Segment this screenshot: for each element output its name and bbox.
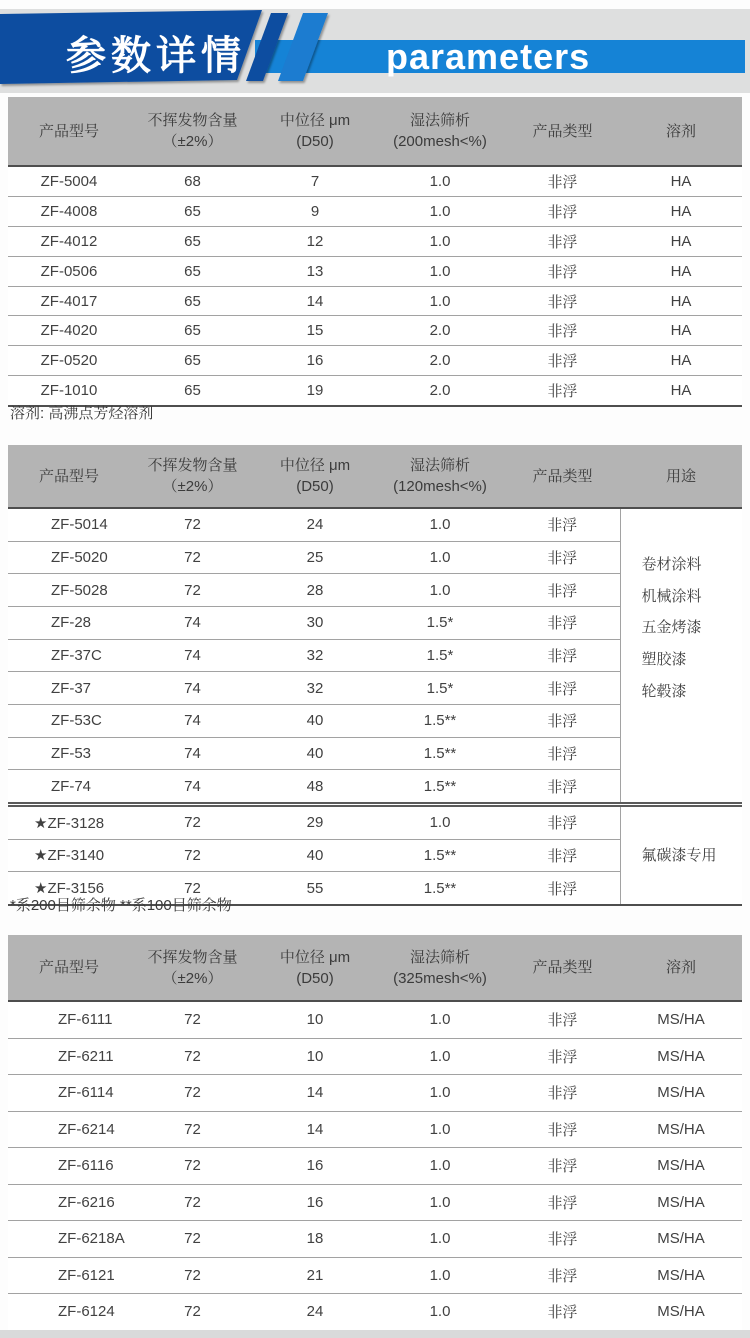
cell: ZF-6124	[8, 1294, 130, 1331]
cell: 68	[130, 166, 255, 196]
cell: 1.5**	[375, 737, 505, 770]
cell: MS/HA	[620, 1294, 742, 1331]
cell: 65	[130, 226, 255, 256]
cell: 28	[255, 574, 375, 607]
cell: 74	[130, 672, 255, 705]
column-header: 产品型号	[8, 935, 130, 1001]
column-header: 用途	[620, 445, 742, 508]
cell: 非浮	[505, 704, 620, 737]
cell: MS/HA	[620, 1111, 742, 1148]
cell: 非浮	[505, 839, 620, 872]
cell: 非浮	[505, 196, 620, 226]
cell: 非浮	[505, 672, 620, 705]
spec-table-msha-solvent	[8, 935, 742, 1332]
usage-merged-cell: 氟碳漆专用	[620, 804, 742, 904]
table-header-row	[8, 97, 742, 166]
table-row	[8, 1184, 742, 1221]
cell: 2.0	[375, 346, 505, 376]
cell: 1.0	[375, 226, 505, 256]
cell: ZF-6114	[8, 1075, 130, 1112]
cell: 1.5**	[375, 770, 505, 805]
cell: 非浮	[505, 574, 620, 607]
table-row	[8, 1111, 742, 1148]
column-header: 中位径 μm (D50)	[255, 935, 375, 1001]
cell: 1.5*	[375, 672, 505, 705]
cell: 1.0	[375, 1221, 505, 1258]
column-header: 产品类型	[505, 935, 620, 1001]
cell: 1.0	[375, 574, 505, 607]
table-row	[8, 1001, 742, 1038]
cell: 非浮	[505, 1257, 620, 1294]
cell: ZF-53C	[8, 704, 130, 737]
cell: 13	[255, 256, 375, 286]
cell: MS/HA	[620, 1184, 742, 1221]
cell: 72	[130, 1001, 255, 1038]
cell: 24	[255, 1294, 375, 1331]
cell: 1.0	[375, 286, 505, 316]
cell: ZF-6214	[8, 1111, 130, 1148]
cell: 74	[130, 704, 255, 737]
cell: 40	[255, 839, 375, 872]
cell: 非浮	[505, 1111, 620, 1148]
table-row	[8, 346, 742, 376]
cell: 30	[255, 606, 375, 639]
cell: 72	[130, 1111, 255, 1148]
cell: ZF-0520	[8, 346, 130, 376]
table-row	[8, 316, 742, 346]
cell: 32	[255, 672, 375, 705]
cell: 65	[130, 256, 255, 286]
column-header: 不挥发物含量 （±2%）	[130, 935, 255, 1001]
cell: 非浮	[505, 508, 620, 541]
cell: 非浮	[505, 316, 620, 346]
cell: ZF-6211	[8, 1038, 130, 1075]
cell: 72	[130, 1184, 255, 1221]
cell: 15	[255, 316, 375, 346]
cell: MS/HA	[620, 1075, 742, 1112]
column-header: 不挥发物含量 （±2%）	[130, 97, 255, 166]
cell: 1.0	[375, 541, 505, 574]
cell: ★ZF-3128	[8, 804, 130, 839]
cell: 1.0	[375, 166, 505, 196]
cell: 非浮	[505, 346, 620, 376]
cell: 65	[130, 376, 255, 406]
cell: 72	[130, 1257, 255, 1294]
cell: 14	[255, 286, 375, 316]
cell: MS/HA	[620, 1001, 742, 1038]
cell: 14	[255, 1075, 375, 1112]
cell: ZF-5014	[8, 508, 130, 541]
table-row	[8, 286, 742, 316]
cell: HA	[620, 226, 742, 256]
spec-table-ha-solvent	[8, 97, 742, 407]
cell: ZF-4008	[8, 196, 130, 226]
cell: 32	[255, 639, 375, 672]
cell: ZF-5004	[8, 166, 130, 196]
cell: 非浮	[505, 286, 620, 316]
cell: HA	[620, 166, 742, 196]
cell: 16	[255, 1184, 375, 1221]
cell: ZF-53	[8, 737, 130, 770]
cell: 1.5**	[375, 704, 505, 737]
table-header-row	[8, 445, 742, 508]
cell: 非浮	[505, 804, 620, 839]
cell: 74	[130, 606, 255, 639]
cell: 2.0	[375, 316, 505, 346]
column-header: 湿法筛析 (120mesh<%)	[375, 445, 505, 508]
cell: 72	[130, 1075, 255, 1112]
cell: 1.5**	[375, 839, 505, 872]
cell: 非浮	[505, 1001, 620, 1038]
table-row	[8, 804, 742, 839]
table-row	[8, 1075, 742, 1112]
table-row	[8, 1221, 742, 1258]
cell: 1.0	[375, 508, 505, 541]
cell: 非浮	[505, 872, 620, 905]
column-header: 产品类型	[505, 97, 620, 166]
cell: 65	[130, 286, 255, 316]
cell: HA	[620, 376, 742, 406]
cell: MS/HA	[620, 1038, 742, 1075]
cell: 2.0	[375, 376, 505, 406]
cell: ZF-1010	[8, 376, 130, 406]
cell: 非浮	[505, 1184, 620, 1221]
cell: MS/HA	[620, 1148, 742, 1185]
column-header: 不挥发物含量 （±2%）	[130, 445, 255, 508]
cell: 非浮	[505, 737, 620, 770]
cell: 1.0	[375, 804, 505, 839]
table-row	[8, 166, 742, 196]
column-header: 中位径 μm (D50)	[255, 445, 375, 508]
cell: 72	[130, 804, 255, 839]
cell: 1.0	[375, 1001, 505, 1038]
column-header: 中位径 μm (D50)	[255, 97, 375, 166]
cell: 1.0	[375, 196, 505, 226]
cell: 1.5**	[375, 872, 505, 905]
cell: 1.0	[375, 1294, 505, 1331]
cell: 65	[130, 346, 255, 376]
cell: 72	[130, 541, 255, 574]
table-row	[8, 1257, 742, 1294]
cell: 非浮	[505, 1294, 620, 1331]
cell: 40	[255, 737, 375, 770]
cell: 1.0	[375, 1257, 505, 1294]
column-header: 湿法筛析 (325mesh<%)	[375, 935, 505, 1001]
cell: HA	[620, 316, 742, 346]
cell: ZF-6116	[8, 1148, 130, 1185]
cell: ZF-6121	[8, 1257, 130, 1294]
cell: 24	[255, 508, 375, 541]
table-row	[8, 256, 742, 286]
cell: 非浮	[505, 1075, 620, 1112]
cell: 55	[255, 872, 375, 905]
next-section-edge	[0, 1330, 750, 1338]
table-row	[8, 508, 742, 541]
cell: 非浮	[505, 1038, 620, 1075]
cell: ZF-74	[8, 770, 130, 805]
cell: HA	[620, 286, 742, 316]
cell: 21	[255, 1257, 375, 1294]
cell: ZF-37	[8, 672, 130, 705]
cell: 1.5*	[375, 606, 505, 639]
cell: 12	[255, 226, 375, 256]
cell: 7	[255, 166, 375, 196]
section-banner	[0, 9, 750, 93]
cell: 16	[255, 1148, 375, 1185]
usage-merged-cell: 卷材涂料 机械涂料 五金烤漆 塑胶漆 轮毂漆	[620, 508, 742, 804]
cell: ★ZF-3140	[8, 839, 130, 872]
cell: 1.0	[375, 1075, 505, 1112]
cell: MS/HA	[620, 1257, 742, 1294]
column-header: 产品型号	[8, 445, 130, 508]
table-row	[8, 226, 742, 256]
cell: 非浮	[505, 226, 620, 256]
cell: 18	[255, 1221, 375, 1258]
cell: 非浮	[505, 256, 620, 286]
cell: ZF-4012	[8, 226, 130, 256]
cell: 72	[130, 1148, 255, 1185]
cell: 65	[130, 196, 255, 226]
cell: 1.0	[375, 1184, 505, 1221]
cell: 72	[130, 1038, 255, 1075]
cell: ZF-6218A	[8, 1221, 130, 1258]
cell: 25	[255, 541, 375, 574]
cell: 74	[130, 770, 255, 805]
cell: 10	[255, 1001, 375, 1038]
column-header: 产品类型	[505, 445, 620, 508]
cell: 72	[130, 508, 255, 541]
cell: 1.0	[375, 1111, 505, 1148]
cell: ZF-6111	[8, 1001, 130, 1038]
table-header-row	[8, 935, 742, 1001]
cell: 72	[130, 839, 255, 872]
column-header: 湿法筛析 (200mesh<%)	[375, 97, 505, 166]
cell: 19	[255, 376, 375, 406]
cell: 1.5*	[375, 639, 505, 672]
cell: 非浮	[505, 1148, 620, 1185]
cell: ZF-5028	[8, 574, 130, 607]
cell: 40	[255, 704, 375, 737]
column-header: 溶剂	[620, 97, 742, 166]
cell: 非浮	[505, 166, 620, 196]
cell: 非浮	[505, 541, 620, 574]
column-header: 溶剂	[620, 935, 742, 1001]
cell: ZF-28	[8, 606, 130, 639]
cell: 74	[130, 737, 255, 770]
cell: 非浮	[505, 376, 620, 406]
cell: ZF-0506	[8, 256, 130, 286]
cell: 74	[130, 639, 255, 672]
footnote-sieve-residue: *系200目筛余物 **系100目筛余物	[10, 897, 232, 914]
cell: 72	[130, 574, 255, 607]
cell: ZF-6216	[8, 1184, 130, 1221]
column-header: 产品型号	[8, 97, 130, 166]
cell: ★ZF-3156	[8, 872, 130, 905]
cell: HA	[620, 256, 742, 286]
cell: 非浮	[505, 1221, 620, 1258]
cell: 72	[130, 872, 255, 905]
footnote-solvent: 溶剂: 高沸点芳烃溶剂	[10, 405, 154, 422]
page-title-chinese: 参数详情	[66, 34, 246, 78]
spec-table-usage	[8, 445, 742, 906]
cell: HA	[620, 346, 742, 376]
cell: 16	[255, 346, 375, 376]
cell: MS/HA	[620, 1221, 742, 1258]
cell: 48	[255, 770, 375, 805]
table-row	[8, 1038, 742, 1075]
cell: ZF-4020	[8, 316, 130, 346]
table-row	[8, 1294, 742, 1331]
cell: 65	[130, 316, 255, 346]
cell: 72	[130, 1221, 255, 1258]
cell: 10	[255, 1038, 375, 1075]
page-title-english: parameters	[386, 36, 591, 77]
cell: 非浮	[505, 770, 620, 805]
cell: 9	[255, 196, 375, 226]
table-row	[8, 1148, 742, 1185]
cell: 1.0	[375, 256, 505, 286]
table-row	[8, 196, 742, 226]
cell: 14	[255, 1111, 375, 1148]
cell: 1.0	[375, 1038, 505, 1075]
cell: 29	[255, 804, 375, 839]
cell: 1.0	[375, 1148, 505, 1185]
cell: ZF-37C	[8, 639, 130, 672]
cell: HA	[620, 196, 742, 226]
cell: ZF-4017	[8, 286, 130, 316]
cell: 非浮	[505, 639, 620, 672]
cell: 非浮	[505, 606, 620, 639]
cell: ZF-5020	[8, 541, 130, 574]
cell: 72	[130, 1294, 255, 1331]
